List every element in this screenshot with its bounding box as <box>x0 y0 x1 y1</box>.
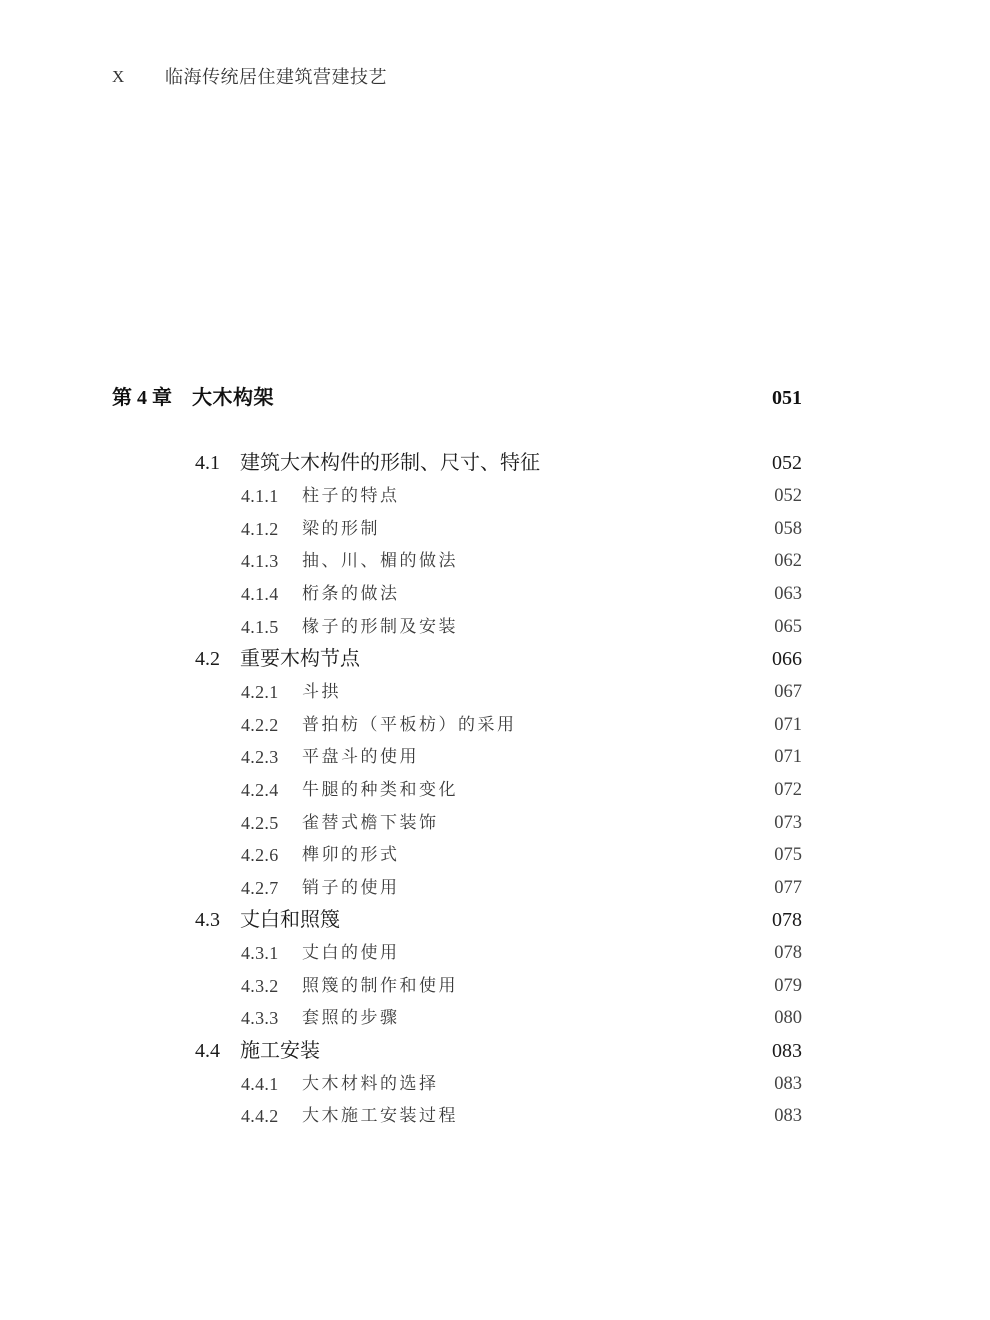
subsection-page-number: 067 <box>774 682 802 702</box>
subsection-page-number: 083 <box>774 1074 802 1094</box>
subsection-number: 4.1.1 <box>241 486 279 506</box>
subsection-page-number: 080 <box>774 1008 802 1028</box>
subsection-page-number: 071 <box>774 747 802 767</box>
subsection-page-number: 077 <box>774 878 802 898</box>
toc-subsection-row <box>0 774 990 806</box>
toc-subsection-row <box>0 872 990 904</box>
subsection-page-number: 075 <box>774 845 802 865</box>
subsection-title: 普拍枋（平板枋）的采用 <box>302 715 517 734</box>
subsection-page-number: 052 <box>774 486 802 506</box>
section-title: 建筑大木构件的形制、尺寸、特征 <box>240 452 540 474</box>
subsection-title: 平盘斗的使用 <box>302 747 419 766</box>
subsection-page-number: 079 <box>774 976 802 996</box>
subsection-number: 4.3.3 <box>241 1008 279 1028</box>
subsection-page-number: 083 <box>774 1106 802 1126</box>
subsection-number: 4.2.3 <box>241 747 279 767</box>
subsection-page-number: 078 <box>774 943 802 963</box>
subsection-title: 榫卯的形式 <box>302 845 400 864</box>
subsection-title: 斗拱 <box>302 682 341 701</box>
section-page-number: 052 <box>772 452 802 474</box>
chapter-heading-row <box>0 382 990 414</box>
subsection-number: 4.2.2 <box>241 715 279 735</box>
toc-subsection-row <box>0 741 990 773</box>
subsection-title: 柱子的特点 <box>302 486 400 505</box>
running-header <box>0 61 990 93</box>
chapter-number: 第 4 章 <box>112 387 172 409</box>
book-title: 临海传统居住建筑营建技艺 <box>165 67 387 87</box>
subsection-number: 4.4.1 <box>241 1074 279 1094</box>
subsection-title: 抽、川、楣的做法 <box>302 551 458 570</box>
chapter-title: 大木构架 <box>192 387 274 409</box>
subsection-page-number: 065 <box>774 617 802 637</box>
subsection-title: 雀替式檐下装饰 <box>302 813 439 832</box>
subsection-title: 牛腿的种类和变化 <box>302 780 458 799</box>
toc-subsection-row <box>0 545 990 577</box>
subsection-number: 4.2.1 <box>241 682 279 702</box>
subsection-page-number: 063 <box>774 584 802 604</box>
section-number: 4.3 <box>195 909 220 931</box>
toc-subsection-row <box>0 676 990 708</box>
toc-section-row <box>0 643 990 675</box>
section-title: 重要木构节点 <box>240 648 360 670</box>
subsection-number: 4.3.2 <box>241 976 279 996</box>
subsection-title: 套照的步骤 <box>302 1008 400 1027</box>
subsection-title: 销子的使用 <box>302 878 400 897</box>
subsection-number: 4.2.5 <box>241 813 279 833</box>
section-page-number: 078 <box>772 909 802 931</box>
chapter-page-number: 051 <box>772 387 802 409</box>
subsection-number: 4.1.4 <box>241 584 279 604</box>
subsection-title: 大木施工安装过程 <box>302 1106 458 1125</box>
subsection-number: 4.3.1 <box>241 943 279 963</box>
subsection-title: 大木材料的选择 <box>302 1074 439 1093</box>
toc-subsection-row <box>0 513 990 545</box>
subsection-page-number: 058 <box>774 519 802 539</box>
subsection-number: 4.1.5 <box>241 617 279 637</box>
subsection-title: 丈白的使用 <box>302 943 400 962</box>
toc-subsection-row <box>0 1068 990 1100</box>
toc-subsection-row <box>0 578 990 610</box>
toc-subsection-row <box>0 937 990 969</box>
subsection-number: 4.2.7 <box>241 878 279 898</box>
toc-subsection-row <box>0 807 990 839</box>
section-page-number: 066 <box>772 648 802 670</box>
section-page-number: 083 <box>772 1040 802 1062</box>
subsection-title: 照篾的制作和使用 <box>302 976 458 995</box>
section-number: 4.1 <box>195 452 220 474</box>
toc-section-row <box>0 447 990 479</box>
subsection-page-number: 062 <box>774 551 802 571</box>
section-number: 4.4 <box>195 1040 220 1062</box>
subsection-title: 梁的形制 <box>302 519 380 538</box>
subsection-number: 4.1.3 <box>241 551 279 571</box>
toc-subsection-row <box>0 480 990 512</box>
subsection-page-number: 072 <box>774 780 802 800</box>
subsection-number: 4.1.2 <box>241 519 279 539</box>
subsection-page-number: 071 <box>774 715 802 735</box>
toc-subsection-row <box>0 611 990 643</box>
toc-subsection-row <box>0 970 990 1002</box>
subsection-title: 椽子的形制及安装 <box>302 617 458 636</box>
subsection-page-number: 073 <box>774 813 802 833</box>
toc-subsection-row <box>0 1100 990 1132</box>
subsection-title: 桁条的做法 <box>302 584 400 603</box>
section-number: 4.2 <box>195 648 220 670</box>
toc-subsection-row <box>0 839 990 871</box>
toc-section-row <box>0 904 990 936</box>
subsection-number: 4.2.4 <box>241 780 279 800</box>
subsection-number: 4.2.6 <box>241 845 279 865</box>
toc-section-row <box>0 1035 990 1067</box>
section-title: 丈白和照篾 <box>240 909 340 931</box>
subsection-number: 4.4.2 <box>241 1106 279 1126</box>
toc-subsection-row <box>0 709 990 741</box>
section-title: 施工安装 <box>240 1040 320 1062</box>
toc-subsection-row <box>0 1002 990 1034</box>
page-folio: X <box>112 67 125 86</box>
